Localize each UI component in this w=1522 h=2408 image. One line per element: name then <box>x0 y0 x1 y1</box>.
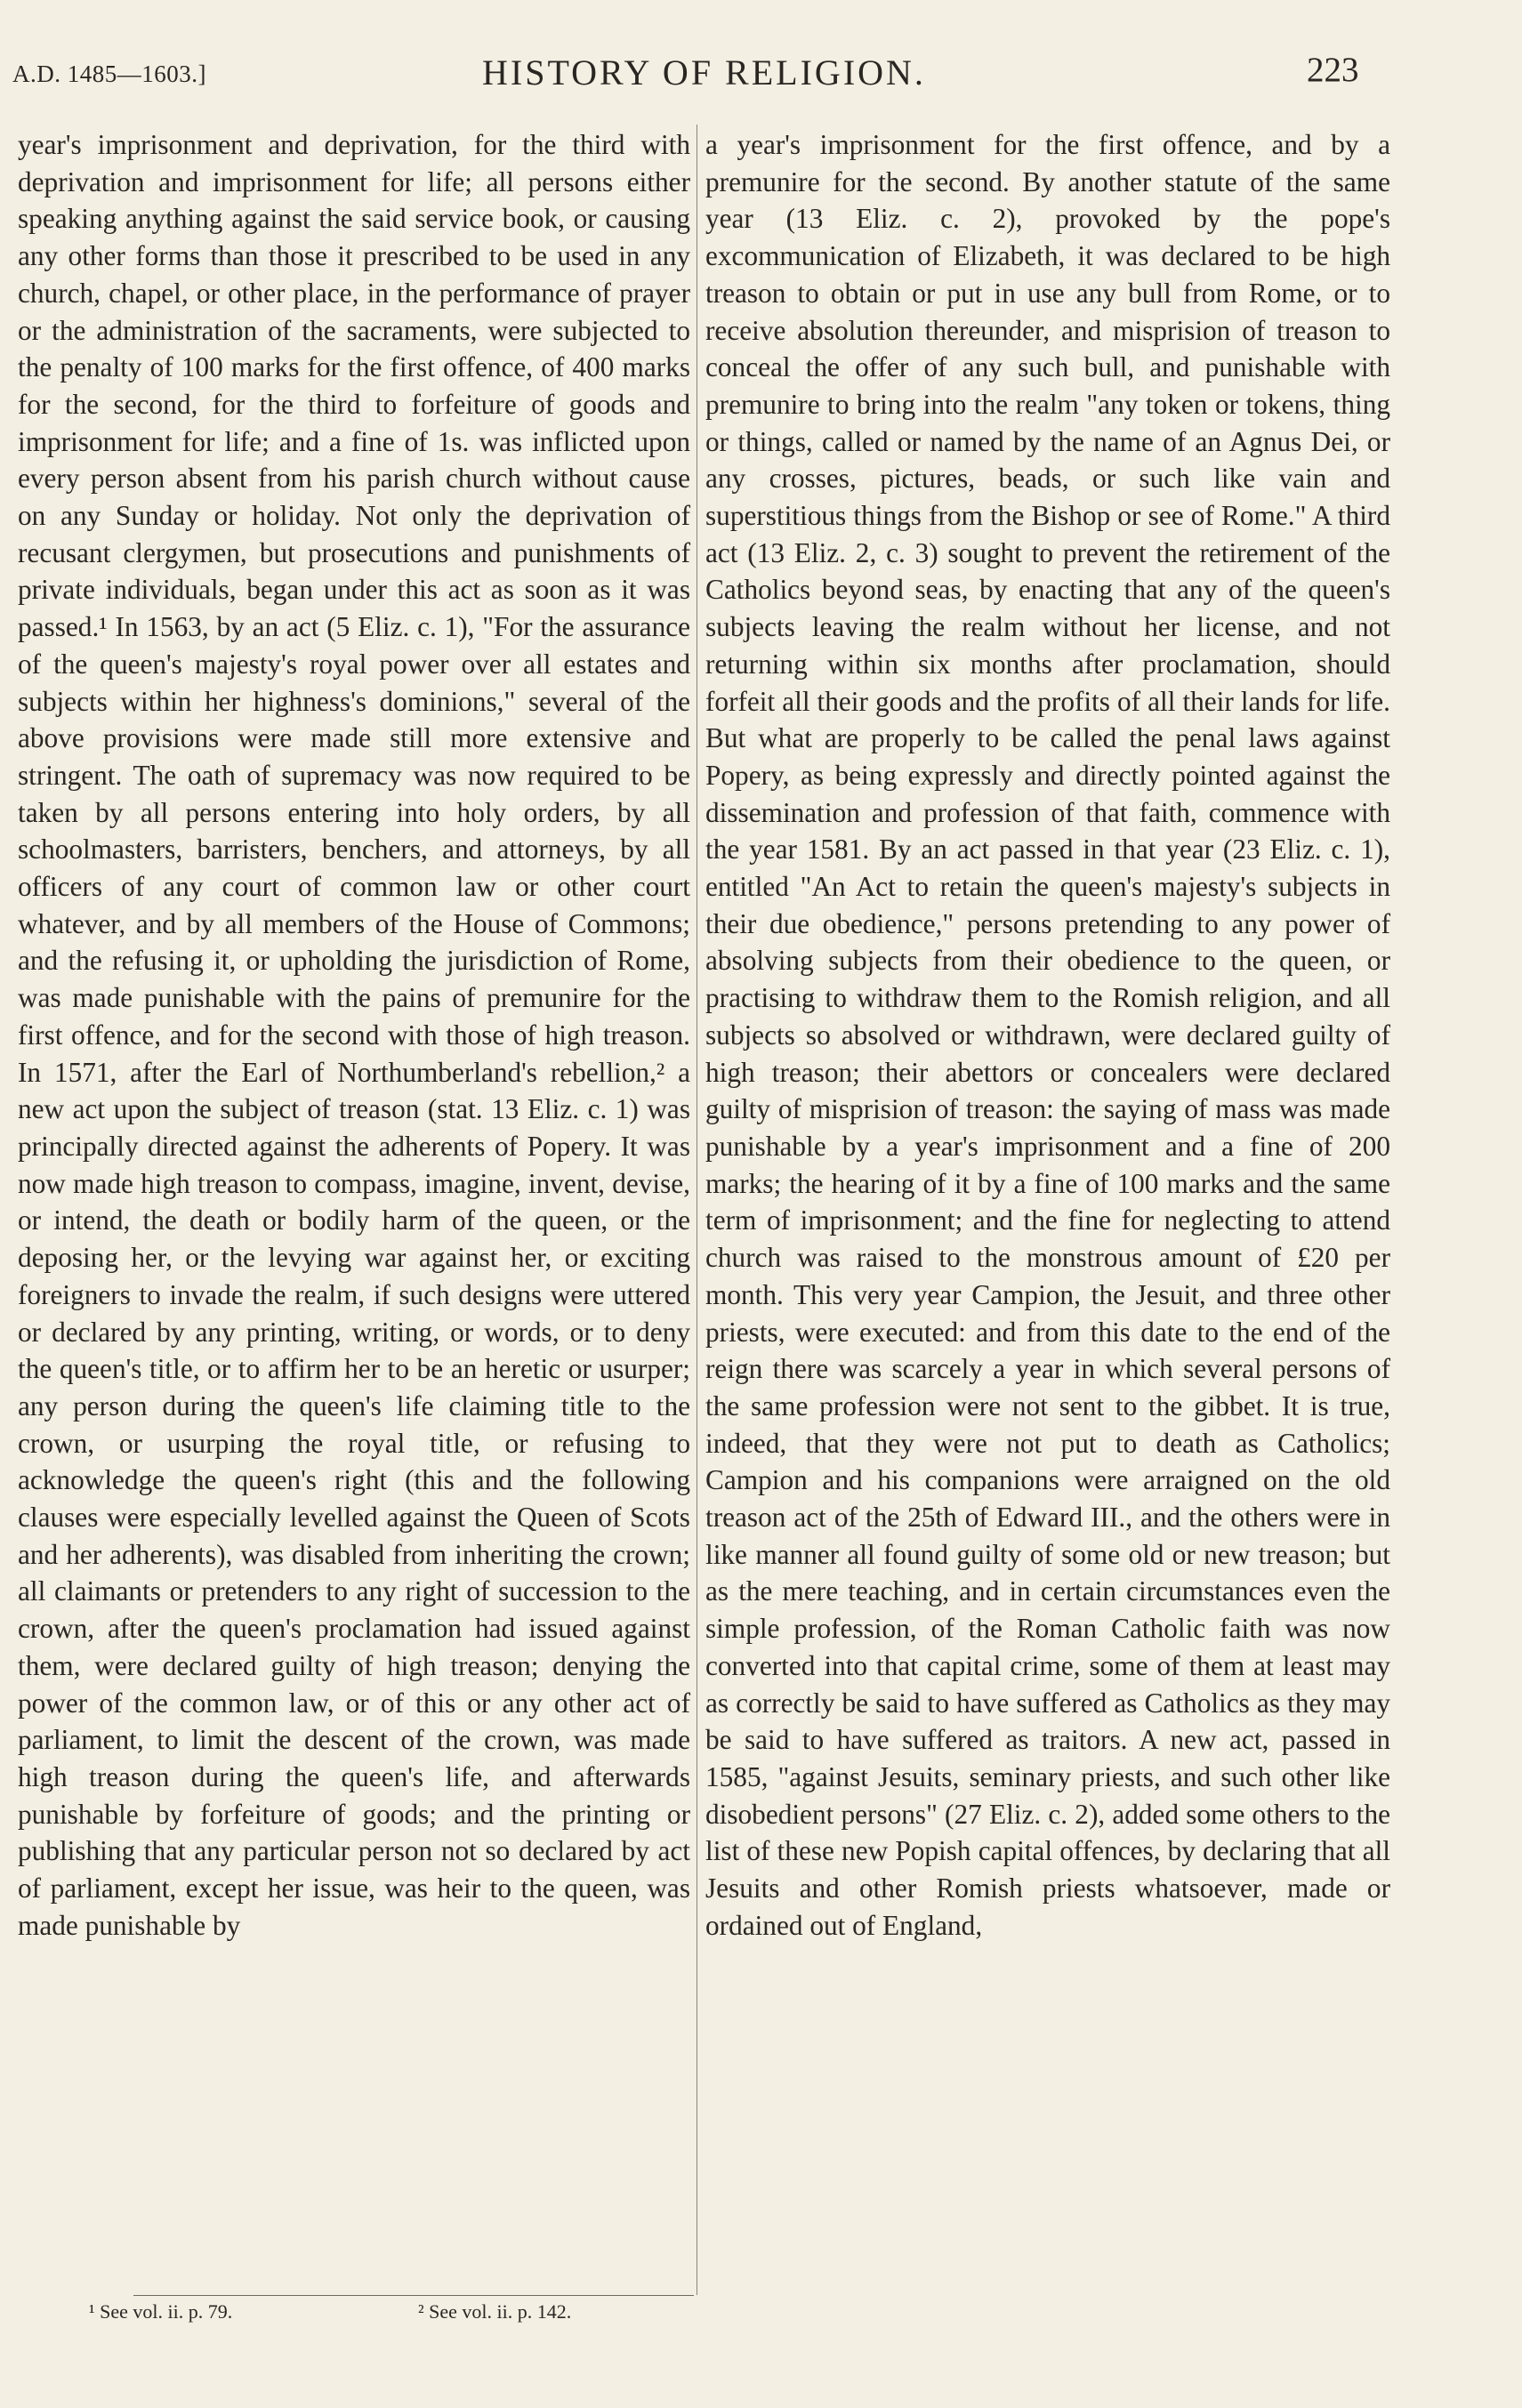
footnote-1: ¹ See vol. ii. p. 79. <box>89 2300 233 2323</box>
footnote-rule <box>133 2295 694 2296</box>
running-header <box>12 44 1359 98</box>
left-column <box>18 126 690 1944</box>
header-title: HISTORY OF RELIGION. <box>482 52 926 93</box>
page-number: 223 <box>1307 51 1359 89</box>
right-column <box>705 126 1390 1944</box>
right-column-text: a year's imprisonment for the first offence, and by a premunire for the second. By another statute of the same year (13 Eliz. c. 2), provoked by the pope's excommunication of Elizabeth, it was declared to be high treason to obtain or put in use any bull from Rome, or to receive absolution thereunder, and misprision of treason to conceal the offer of any such bull, and punishable with premunire to bring into the realm "any token or tokens, thing or things, called or named by the name of an Agnus Dei, or any crosses, pictures, beads, or such like vain and superstitious things from the Bishop or see of Rome." A third act (13 Eliz. 2, c. 3) sought to prevent the retirement of the Catholics beyond seas, by enacting that any of the queen's subjects leaving the realm without her license, and not returning within six months after proclamation, should forfeit all their goods and the profits of all their lands for life. But what are properly to be called the penal laws against Popery, as being expressly and directly pointed against the dissemination and profession of that faith, commence with the year 1581. By an act passed in that year (23 Eliz. c. 1), entitled "An Act to retain the queen's majesty's subjects in their due obedience," persons pretending to any power of absolving subjects from their obedience to the queen, or practising to withdraw them to the Romish religion, and all subjects so absolved or withdrawn, were declared guilty of high treason; their abettors or concealers were declared guilty of misprision of treason: the saying of mass was made punishable by a year's imprisonment and a fine of 200 marks; the hearing of it by a fine of 100 marks and the same term of imprisonment; and the fine for neglecting to attend church was raised to the monstrous amount of £20 per month. This very year Campion, the Jesuit, and three other priests, were executed: and from this date to the end of the reign there was scarcely a year in which several persons of the same profession were not sent to the gibbet. It is true, indeed, that they were not put to death as Catholics; Campion and his companions were arraigned on the old treason act of the 25th of Edward III., and the others were in like manner all found guilty of some old or new treason; but as the mere teaching, and in certain circumstances even the simple profession, of the Roman Catholic faith was now converted into that capital crime, some of them at least may as correctly be said to have suffered as Catholics as they may be said to have suffered as traitors. A new act, passed in 1585, "against Jesuits, seminary priests, and such other like disobedient persons" (27 Eliz. c. 2), added some others to the list of these new Popish capital offences, by declaring that all Jesuits and other Romish priests whatsoever, made or ordained out of England, <box>705 129 1390 1941</box>
header-date-range: A.D. 1485—1603.] <box>12 60 206 87</box>
left-column-text: year's imprisonment and deprivation, for the third with deprivation and imprisonment for life; all persons either speaking anything against the said service book, or causing any other forms than those it prescribed to be used in any church, chapel, or other place, in the performance of prayer or the administration of the sacraments, were subjected to the penalty of 100 marks for the first offence, of 400 marks for the second, for the third to forfeiture of goods and imprisonment for life; and a fine of 1s. was inflicted upon every person absent from his parish church without cause on any Sunday or holiday. Not only the deprivation of recusant clergymen, but prosecutions and punishments of private individuals, began under this act as soon as it was passed.¹ In 1563, by an act (5 Eliz. c. 1), "For the assurance of the queen's majesty's royal power over all estates and subjects within her highness's dominions," several of the above provisions were made still more extensive and stringent. The oath of supremacy was now required to be taken by all persons entering into holy orders, by all schoolmasters, barristers, benchers, and attorneys, by all officers of any court of common law or other court whatever, and by all members of the House of Commons; and the refusing it, or upholding the jurisdiction of Rome, was made punishable with the pains of premunire for the first offence, and for the second with those of high treason. In 1571, after the Earl of Northumberland's rebellion,² a new act upon the subject of treason (stat. 13 Eliz. c. 1) was principally directed against the adherents of Popery. It was now made high treason to compass, imagine, invent, devise, or intend, the death or bodily harm of the queen, or the deposing her, or the levying war against her, or exciting foreigners to invade the realm, if such designs were uttered or declared by any printing, writing, or words, or to deny the queen's title, or to affirm her to be an heretic or usurper; any person during the queen's life claiming title to the crown, or usurping the royal title, or refusing to acknowledge the queen's right (this and the following clauses were especially levelled against the Queen of Scots and her adherents), was disabled from inheriting the crown; all claimants or pretenders to any right of succession to the crown, after the queen's proclamation had issued against them, were declared guilty of high treason; denying the power of the common law, or of this or any other act of parliament, to limit the descent of the crown, was made high treason during the queen's life, and afterwards punishable by forfeiture of goods; and the printing or publishing that any particular person not so declared by act of parliament, except her issue, was heir to the queen, was made punishable by <box>18 129 690 1941</box>
footnote-2: ² See vol. ii. p. 142. <box>418 2300 572 2323</box>
